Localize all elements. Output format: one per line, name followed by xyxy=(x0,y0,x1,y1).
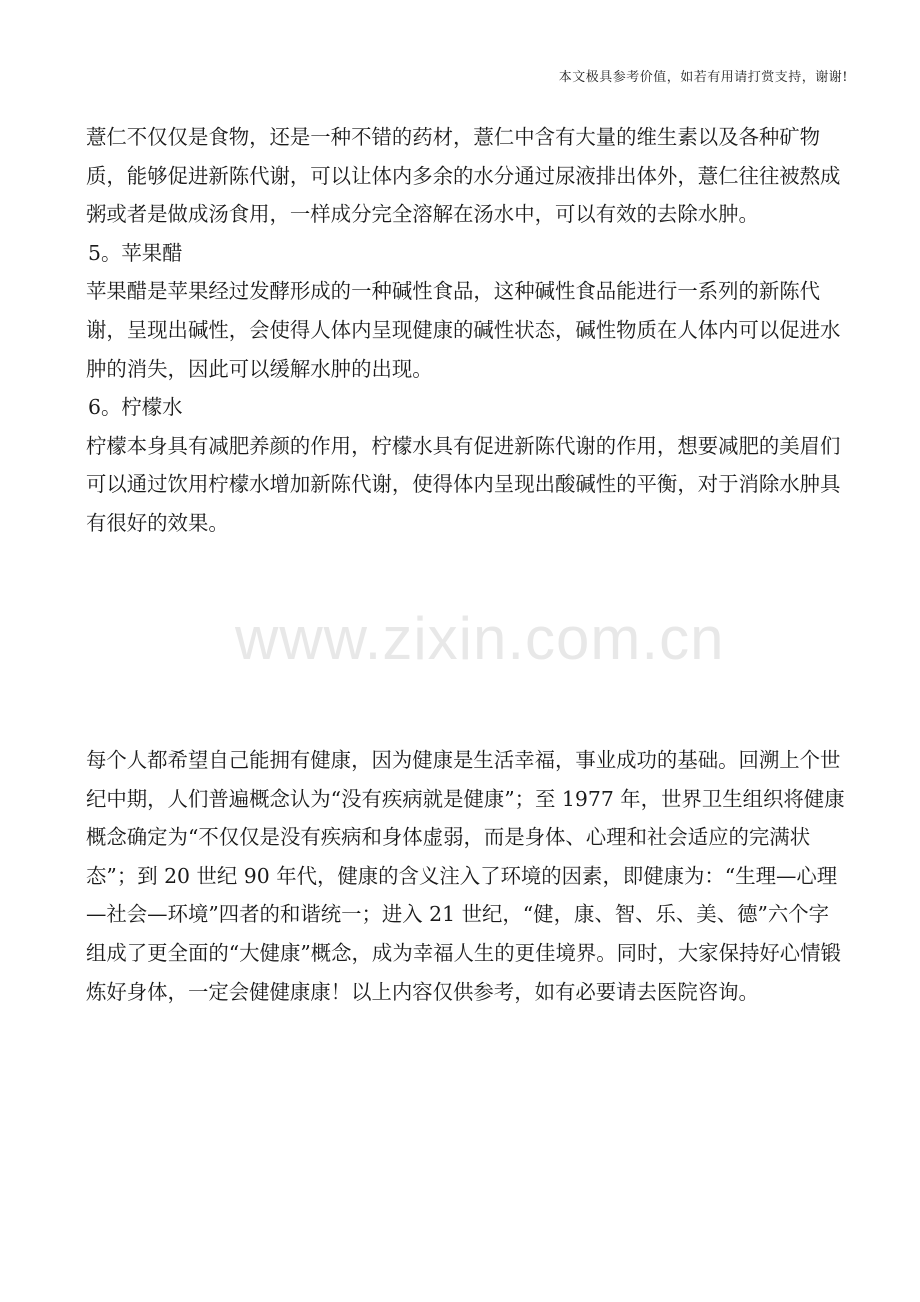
article-body xyxy=(86,118,848,543)
header-note: 本文极具参考价值，如若有用请打赏支持，谢谢! xyxy=(558,70,848,85)
heading-apple-vinegar: 5。苹果醋 xyxy=(88,240,183,265)
paragraph-lemon-water: 柠檬本身具有减肥养颜的作用，柠檬水具有促进新陈代谢的作用，想要减肥的美眉们可以通过饮用柠檬水增加新陈代谢，使得体内呈现出酸碱性的平衡，对于消除水肿具有很好的效果。 xyxy=(86,433,841,535)
closing-section xyxy=(86,741,848,1011)
paragraph-health-closing: 每个人都希望自己能拥有健康，因为健康是生活幸福，事业成功的基础。回溯上个世纪中期，人们普遍概念认为“没有疾病就是健康”；至 1977 年，世界卫生组织将健康概念确定为“不仅仅是没有疾病和身体虚弱，而是身体、心理和社会适应的完满状态”；到 20 世纪 90 年代，健康的含义注入了环境的因素，即健康为：“生理—心理—社会—环境”四者的和谐统一；进入 21 世纪，“健，康、智、乐、美、德”六个字组成了更全面的“大健康”概念，成为幸福人生的更佳境界。同时，大家保持好心情锻炼好身体，一定会健健康康！以上内容仅供参考，如有必要请去医院咨询。 xyxy=(86,748,845,1004)
heading-lemon-water: 6。柠檬水 xyxy=(88,395,183,420)
watermark: www.zixin.com.cn xyxy=(235,605,725,672)
paragraph-apple-vinegar: 苹果醋是苹果经过发酵形成的一种碱性食品，这种碱性食品能进行一系列的新陈代谢，呈现出碱性，会使得人体内呈现健康的碱性状态，碱性物质在人体内可以促进水肿的消失，因此可以缓解水肿的出现。 xyxy=(86,279,841,381)
paragraph-yiyiren: 薏仁不仅仅是食物，还是一种不错的药材，薏仁中含有大量的维生素以及各种矿物质，能够促进新陈代谢，可以让体内多余的水分通过尿液排出体外，薏仁往往被熬成粥或者是做成汤食用，一样成分完全溶解在汤水中，可以有效的去除水肿。 xyxy=(86,125,841,227)
